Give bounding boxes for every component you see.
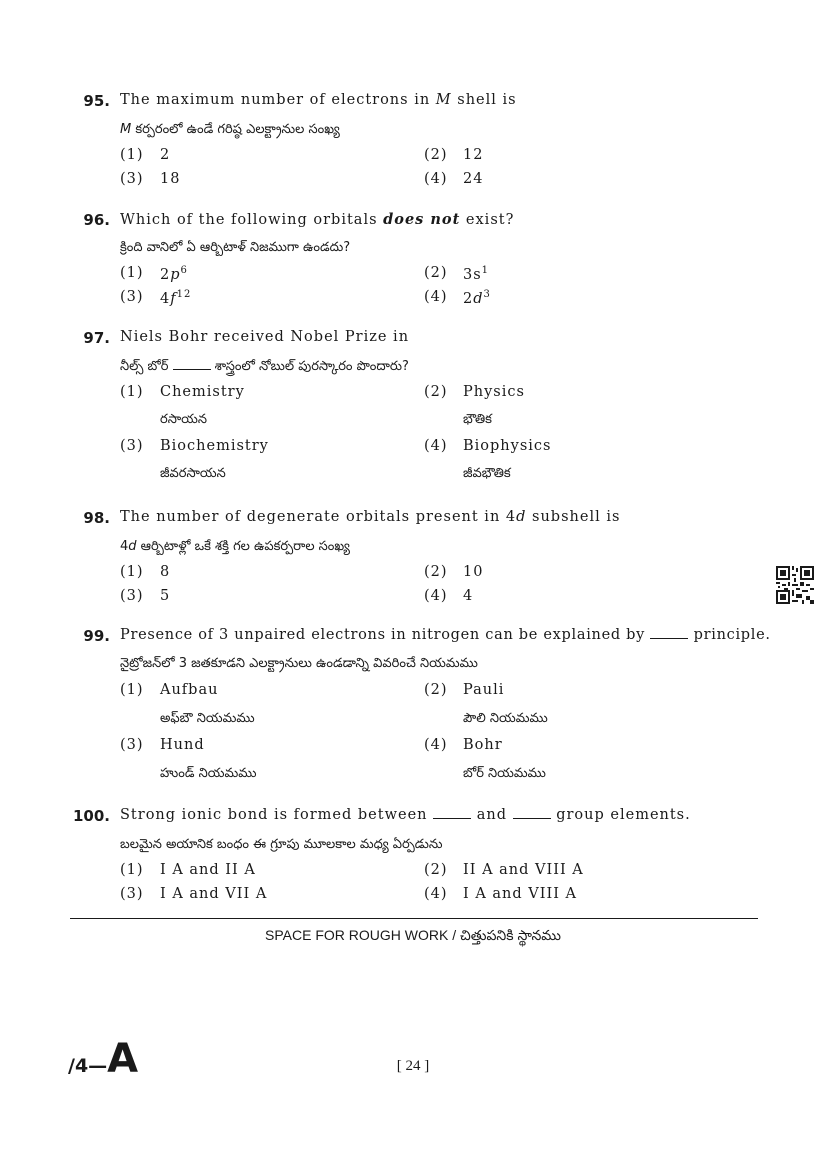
- question-text: The maximum number of electrons in M shell is: [120, 92, 517, 108]
- option-1-number: (1): [120, 147, 144, 163]
- question-text-telugu: 4d ఆర్బిటాళ్లో ఒకే శక్తి గల ఉపకర్పరాల సంఖ్య: [120, 539, 351, 554]
- question-text: Niels Bohr received Nobel Prize in: [120, 329, 410, 345]
- option-4-number: (4): [424, 588, 448, 604]
- option-1-telugu: రసాయన: [160, 412, 207, 427]
- answer-blank: [650, 627, 688, 639]
- question-number: 95.: [83, 92, 110, 110]
- answer-blank: [173, 358, 211, 370]
- question-text: Strong ionic bond is formed between and group elements.: [120, 807, 691, 823]
- question-number: 100.: [72, 807, 110, 825]
- option-2: II A and VIII A: [463, 862, 584, 878]
- option-3-number: (3): [120, 289, 144, 305]
- option-3-telugu: హుండ్ నియమము: [160, 766, 257, 781]
- option-4-number: (4): [424, 289, 448, 305]
- option-1-number: (1): [120, 384, 144, 400]
- answer-blank: [513, 807, 551, 819]
- booklet-code: /4—A: [68, 1036, 139, 1082]
- question-number: 98.: [83, 509, 110, 527]
- answer-blank: [433, 807, 471, 819]
- option-4-telugu: బోర్ నియమము: [463, 766, 546, 781]
- option-2-number: (2): [424, 265, 448, 281]
- option-2: 10: [463, 564, 484, 580]
- option-1-number: (1): [120, 265, 144, 281]
- option-1-telugu: అఫ్‌బౌ నియమము: [160, 711, 255, 726]
- option-2-telugu: భౌతిక: [463, 412, 492, 427]
- option-2-number: (2): [424, 564, 448, 580]
- question-number: 97.: [83, 329, 110, 347]
- option-2-number: (2): [424, 862, 448, 878]
- question-text: Which of the following orbitals does not exist?: [120, 211, 515, 228]
- rough-work-label: SPACE FOR ROUGH WORK / చిత్తుపనికి స్థానము: [265, 927, 561, 943]
- page-number: [ 24 ]: [396, 1058, 430, 1074]
- option-3: 18: [160, 171, 181, 187]
- option-1: 2: [160, 147, 171, 163]
- option-4-number: (4): [424, 737, 448, 753]
- option-1: 8: [160, 564, 171, 580]
- question-text-telugu: బలమైన అయానిక బంధం ఈ గ్రూపు మూలకాల మధ్య ఏర్పడును: [120, 837, 443, 852]
- option-3-number: (3): [120, 886, 144, 902]
- question-text-telugu: M కర్పరంలో ఉండే గరిష్ఠ ఎలక్ట్రానుల సంఖ్య: [120, 122, 340, 137]
- option-1-number: (1): [120, 564, 144, 580]
- option-2-number: (2): [424, 147, 448, 163]
- option-2: Physics: [463, 384, 525, 400]
- option-3-number: (3): [120, 438, 144, 454]
- option-1: Aufbau: [160, 682, 219, 698]
- option-4: Bohr: [463, 737, 503, 753]
- option-1: I A and II A: [160, 862, 256, 878]
- option-2-telugu: పౌలి నియమము: [463, 711, 548, 726]
- question-text-telugu: నైట్రోజన్‌లో 3 జతకూడని ఎలక్ట్రానులు ఉండడాన్ని వివరించే నియమము: [120, 656, 478, 671]
- option-2: Pauli: [463, 682, 505, 698]
- option-4-telugu: జీవభౌతిక: [463, 466, 511, 481]
- qr-code-icon: [776, 566, 814, 604]
- option-1-number: (1): [120, 862, 144, 878]
- option-1: Chemistry: [160, 384, 245, 400]
- option-2: $3s^1$: [463, 265, 490, 283]
- option-4: Biophysics: [463, 438, 552, 454]
- option-4: $2d^3$: [463, 289, 491, 307]
- option-4: I A and VIII A: [463, 886, 578, 902]
- option-3-number: (3): [120, 737, 144, 753]
- option-2: 12: [463, 147, 484, 163]
- question-text-telugu: క్రింది వానిలో ఏ ఆర్బిటాళ్ నిజముగా ఉండదు?: [120, 240, 351, 255]
- question-text-telugu: నీల్స్ బోర్ శాస్త్రంలో నోబుల్ పురస్కారం పొందారు?: [120, 359, 409, 374]
- option-3: Biochemistry: [160, 438, 269, 454]
- option-3: Hund: [160, 737, 205, 753]
- question-number: 99.: [83, 627, 110, 645]
- option-3-number: (3): [120, 588, 144, 604]
- question-number: 96.: [83, 211, 110, 229]
- question-text: Presence of 3 unpaired electrons in nitrogen can be explained by principle.: [120, 627, 771, 643]
- option-1-number: (1): [120, 682, 144, 698]
- question-text: The number of degenerate orbitals present in 4d subshell is: [120, 509, 621, 525]
- option-3: I A and VII A: [160, 886, 268, 902]
- option-3-number: (3): [120, 171, 144, 187]
- divider: [70, 918, 758, 919]
- option-2-number: (2): [424, 682, 448, 698]
- option-4: 24: [463, 171, 484, 187]
- option-3: 5: [160, 588, 171, 604]
- option-2-number: (2): [424, 384, 448, 400]
- option-3: $4f^{12}$: [160, 289, 192, 307]
- option-4: 4: [463, 588, 474, 604]
- option-4-number: (4): [424, 886, 448, 902]
- option-4-number: (4): [424, 171, 448, 187]
- option-4-number: (4): [424, 438, 448, 454]
- option-1: $2p^6$: [160, 265, 188, 283]
- option-3-telugu: జీవరసాయన: [160, 466, 226, 481]
